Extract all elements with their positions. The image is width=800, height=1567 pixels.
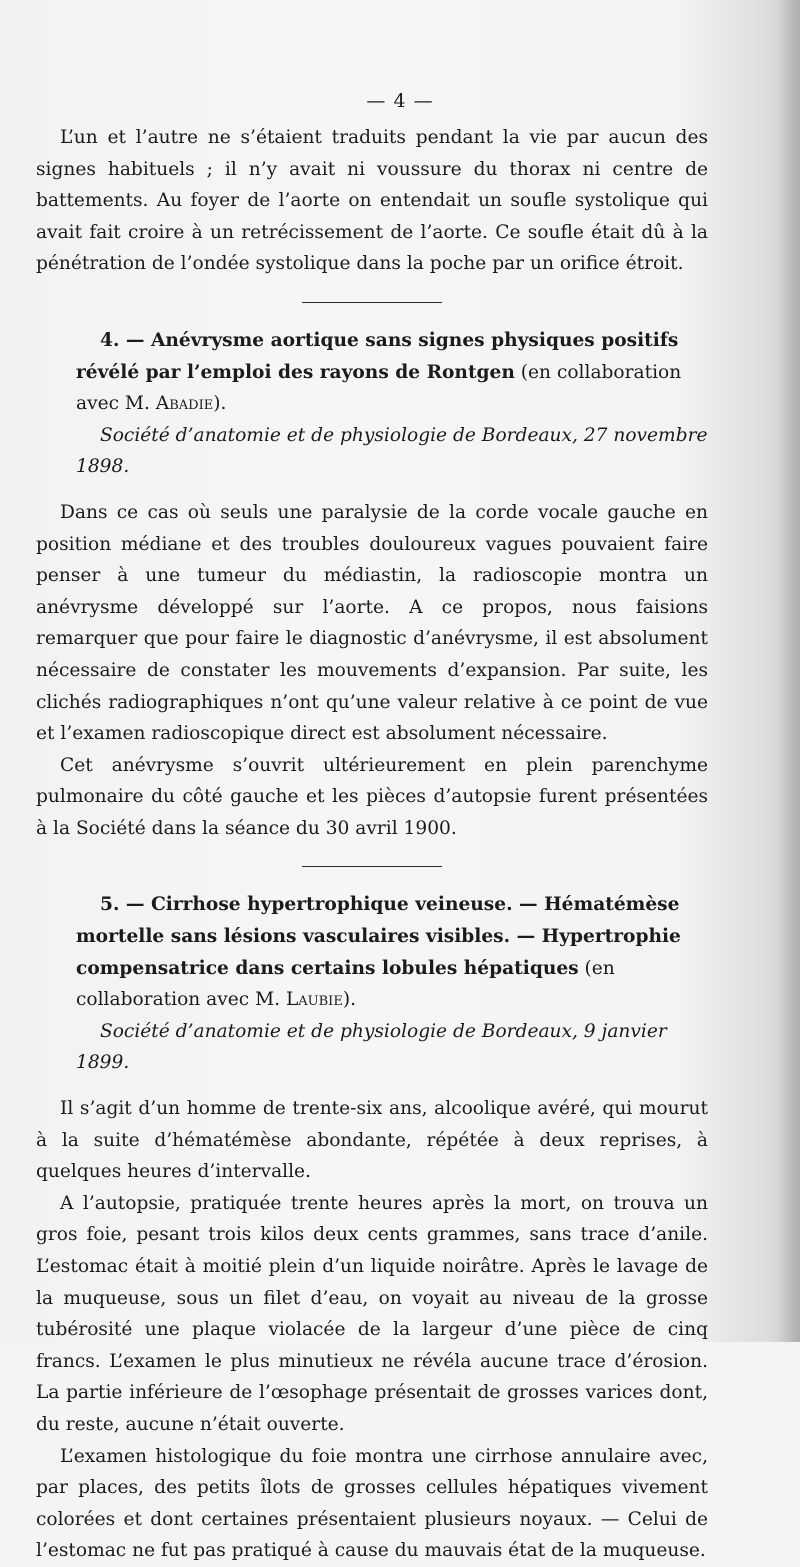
intro-paragraph: L’un et l’autre ne s’étaient traduits pendant la vie par aucun des signes habituels ; il n’y avait ni voussure du thorax ni centre de battements. Au foyer de l’aorte on entendait un soufle systolique qui avait fait croire à un retrécissement de l’aorte. Ce soufle était dû à la pénétration de l’ondée systolique dans la poche par un orifice étroit. xyxy=(36,127,708,275)
entry-source: Société d’anatomie et de physiologie de Bordeaux, 9 janvier 1899. xyxy=(76,1020,667,1074)
paragraph: L’examen histologique du foie montra une cirrhose annulaire avec, par places, des petits îlots de grosses cellules hépatiques vivement colorées et dont certaines présentaient plusieurs noyaux. — Celui de l’estomac ne fut pas pratiqué à cause du mauvais état de la muqueuse. xyxy=(36,1445,708,1562)
entry-5 xyxy=(36,889,708,1566)
section-divider xyxy=(302,866,442,867)
entry-source: Société d’anatomie et de physiologie de Bordeaux, 27 novembre 1898. xyxy=(76,424,708,478)
page-body xyxy=(36,86,708,1567)
paragraph: A l’autopsie, pratiquée trente heures après la mort, on trouva un gros foie, pesant trois kilos deux cents grammes, sans trace d’anile. L’estomac était à moitié plein d’un liquide noirâtre. Après le lavage de la muqueuse, sous un filet d’eau, on voyait au niveau de la grosse tubérosité une plaque violacée de la largeur d’une pièce de cinq francs. L’examen le plus minutieux ne révéla aucune trace d’érosion. La partie inférieure de l’œsophage présentait de grosses varices dont, du reste, aucune n’était ouverte. xyxy=(36,1192,708,1435)
section-divider xyxy=(302,302,442,303)
collab-prefix: (en collaboration avec M. xyxy=(76,361,682,415)
page-edge-shadow xyxy=(778,0,800,1342)
entry-title-text: 5. — Cirrhose hypertrophique veineuse. — Hématémèse mortelle sans lésions vasculaires visibles. — Hypertrophie compensatrice dans certains lobules hépatiques xyxy=(76,894,681,979)
paragraph: Il s’agit d’un homme de trente-six ans, alcoolique avéré, qui mourut à la suite d’hématémèse abondante, répétée à deux reprises, à quelques heures d’intervalle. xyxy=(36,1098,708,1183)
collab-prefix: (en collaboration avec M. xyxy=(76,957,615,1011)
collaborator-name: Abadie xyxy=(155,393,214,415)
collab-suffix: ). xyxy=(213,393,227,415)
entry-title-text: 4. — Anévrysme aortique sans signes physiques positifs révélé par l’emploi des rayons de Rontgen xyxy=(76,329,679,383)
collab-suffix: ). xyxy=(342,989,356,1011)
paragraph: Dans ce cas où seuls une paralysie de la corde vocale gauche en position médiane et des troubles douloureux vagues pouvaient faire penser à une tumeur du médiastin, la radioscopie montra un anévrysme développé sur l’aorte. A ce propos, nous faisions remarquer que pour faire le diagnostic d’anévrysme, il est absolument nécessaire de constater les mouvements d’expansion. Par suite, les clichés radiographiques n’ont qu’une valeur relative à ce point de vue et l’examen radioscopique direct est absolument nécessaire. xyxy=(36,501,708,745)
entry-title xyxy=(36,889,708,1015)
paragraph: Cet anévrysme s’ouvrit ultérieurement en plein parenchyme pulmonaire du côté gauche et les pièces d’autopsie furent présentées à la Société dans la séance du 30 avril 1900. xyxy=(36,754,708,839)
entry-4 xyxy=(36,325,708,845)
collaborator-name: Laubie xyxy=(285,989,343,1011)
entry-title xyxy=(36,325,708,420)
page-number: — 4 — xyxy=(366,90,434,112)
